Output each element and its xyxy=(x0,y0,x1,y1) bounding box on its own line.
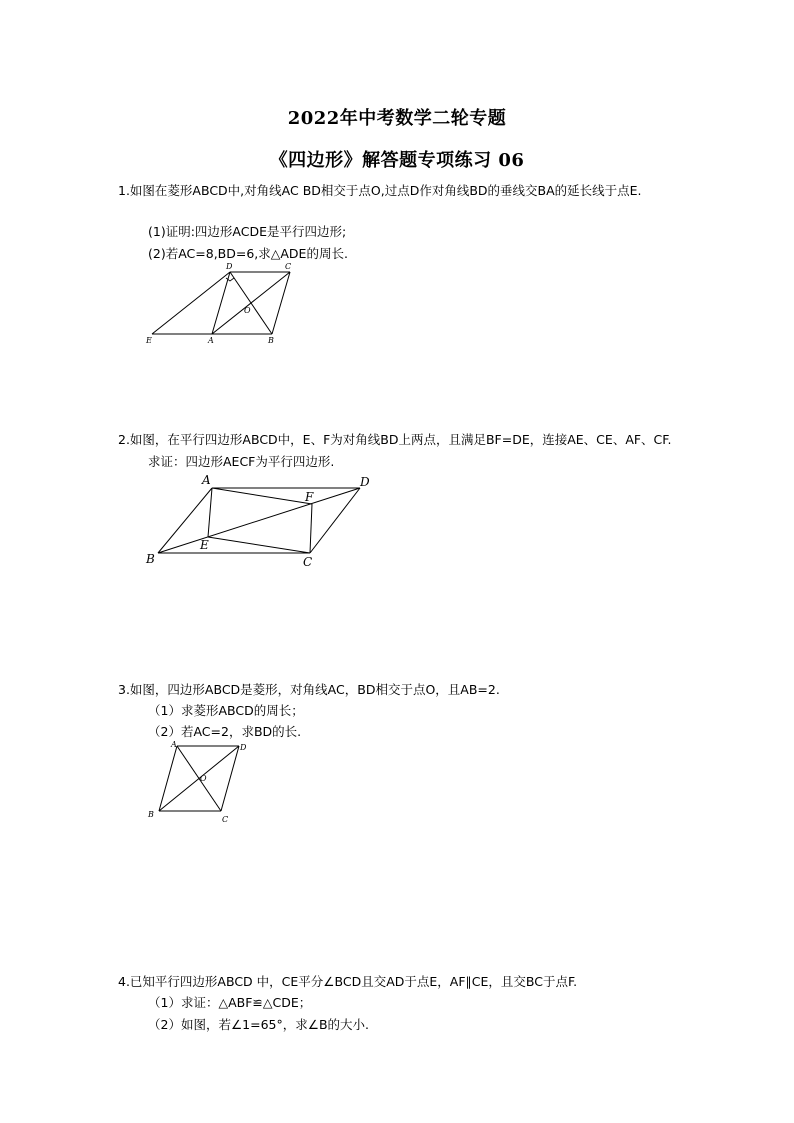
label-E: E xyxy=(200,538,209,552)
label-A: A xyxy=(208,336,214,345)
problem-2-stem: 2.如图，在平行四边形ABCD中，E、F为对角线BD上两点，且满足BF=DE，连接AE、CE、AF、CF. xyxy=(118,432,672,447)
label-B: B xyxy=(268,336,274,345)
segment-AE xyxy=(208,488,212,537)
problem-4-stem: 4.已知平行四边形ABCD 中，CE平分∠BCD且交AD于点E，AF∥CE，且交BC于点F. xyxy=(118,974,578,989)
segment-DC xyxy=(221,746,239,811)
label-C: C xyxy=(285,262,292,271)
problem-4-part-1: （1）求证：△ABF≌△CDE； xyxy=(148,995,312,1010)
problem-3-stem: 3.如图，四边形ABCD是菱形，对角线AC，BD相交于点O，且AB=2. xyxy=(118,682,500,697)
segment-AB xyxy=(159,746,177,811)
segment-CB xyxy=(272,272,290,334)
problem-1-figure xyxy=(140,258,310,348)
label-O: O xyxy=(244,306,251,315)
label-B: B xyxy=(148,810,154,819)
segment-DC xyxy=(310,488,360,553)
problem-1-part-1: (1)证明:四边形ACDE是平行四边形; xyxy=(148,224,347,239)
page-subtitle: 《四边形》解答题专项练习 06 xyxy=(269,150,525,171)
label-D: D xyxy=(226,262,233,271)
label-D: D xyxy=(240,743,247,752)
problem-3-part-2: （2）若AC=2，求BD的长. xyxy=(148,724,302,739)
label-D: D xyxy=(360,475,370,489)
problem-3-figure xyxy=(140,738,255,826)
diagonal-BD xyxy=(230,272,272,334)
label-E: E xyxy=(146,336,152,345)
label-A: A xyxy=(171,740,177,749)
segment-ED xyxy=(152,272,230,334)
label-O: O xyxy=(200,774,207,783)
problem-4-part-2: （2）如图，若∠1=65°，求∠B的大小. xyxy=(148,1017,369,1032)
problem-3-part-1: （1）求菱形ABCD的周长； xyxy=(148,703,304,718)
label-F: F xyxy=(305,490,314,504)
segment-DA xyxy=(212,272,230,334)
label-B: B xyxy=(146,552,155,566)
segment-AF xyxy=(212,488,312,504)
label-C: C xyxy=(222,815,229,824)
label-A: A xyxy=(202,473,211,487)
segment-FC xyxy=(310,504,312,553)
diagonal-BD xyxy=(159,746,239,811)
problem-1-part-2: (2)若AC=8,BD=6,求△ADE的周长. xyxy=(148,246,348,261)
segment-EC xyxy=(208,537,310,553)
problem-2-figure xyxy=(140,470,380,575)
problem-2-part-1: 求证：四边形AECF为平行四边形. xyxy=(148,454,335,469)
page-title: 2022年中考数学二轮专题 xyxy=(287,108,507,129)
label-C: C xyxy=(303,555,313,569)
problem-1-stem: 1.如图在菱形ABCD中,对角线AC BD相交于点O,过点D作对角线BD的垂线交BA的延长线于点E. xyxy=(118,183,642,198)
diagonal-BD xyxy=(158,488,360,553)
